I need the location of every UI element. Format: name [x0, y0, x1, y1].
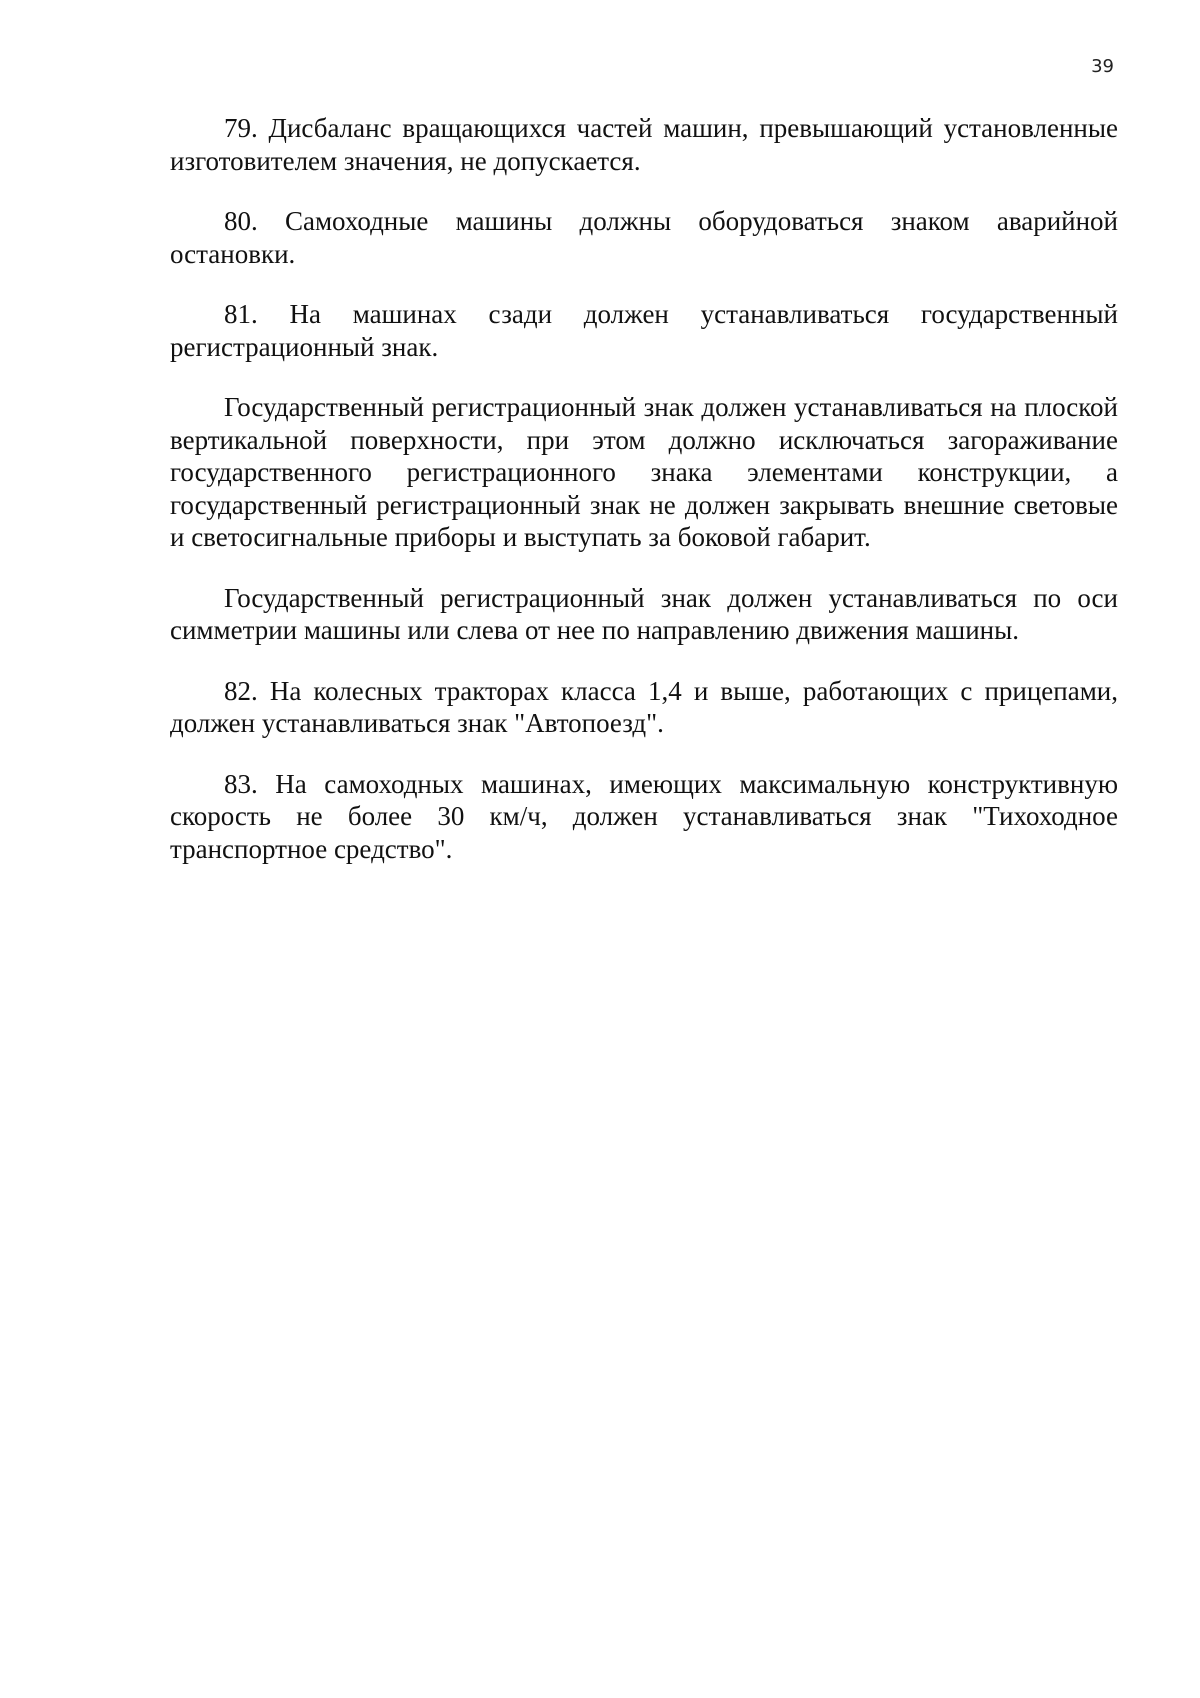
paragraph-81-registration-plate-position: Государственный регистрационный знак должен устанавливаться по оси симметрии машины или слева от нее по направлению движения машины. — [170, 582, 1118, 645]
document-body — [170, 112, 1118, 893]
paragraph-81: 81. На машинах сзади должен устанавливаться государственный регистрационный знак. — [170, 299, 1118, 362]
page-number: 39 — [1091, 56, 1114, 77]
paragraph-81-registration-plate-mounting: Государственный регистрационный знак должен устанавливаться на плоской вертикальной поверхности, при этом должно исключаться загораживание государственного регистрационного знака элементами конструкции, а государственный регистрационный знак не должен закрывать внешние световые и светосигнальные приборы и выступать за боковой габарит. — [170, 392, 1118, 552]
paragraph-80: 80. Самоходные машины должны оборудоваться знаком аварийной остановки. — [170, 206, 1118, 269]
paragraph-82: 82. На колесных тракторах класса 1,4 и выше, работающих с прицепами, должен устанавливаться знак "Автопоезд". — [170, 675, 1118, 738]
paragraph-79: 79. Дисбаланс вращающихся частей машин, превышающий установленные изготовителем значения, не допускается. — [170, 113, 1118, 176]
paragraph-83: 83. На самоходных машинах, имеющих максимальную конструктивную скорость не более 30 км/ч, должен устанавливаться знак "Тихоходное транспортное средство". — [170, 768, 1118, 864]
